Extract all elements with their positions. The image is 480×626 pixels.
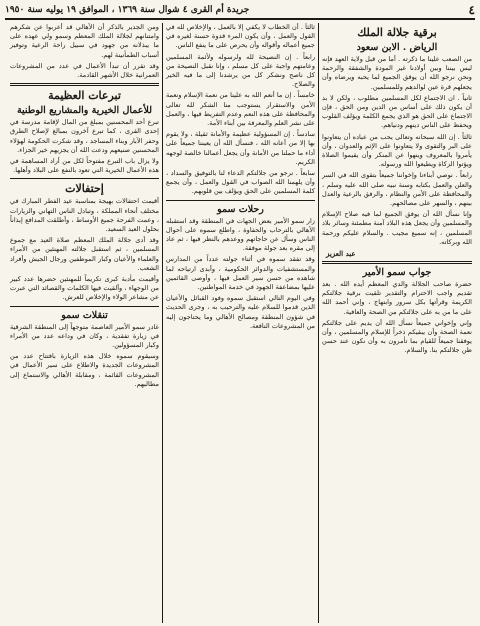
article-heading-trips: رحلات سمو: [217, 203, 264, 215]
column-left: [7, 23, 163, 623]
telegram-address: الرياض . الابن سعود: [356, 42, 438, 53]
paragraph: ولا يزال باب التبرع مفتوحاً لكل من أراد المساهمة في هذه الأعمال الخيرية التي تعود بالنفع على البلاد وأهلها.: [10, 157, 159, 175]
divider: [10, 306, 159, 307]
column-middle: [163, 23, 319, 623]
paragraph: حضرة صاحب الجلالة والدي المعظم أيده الله . بعد تقديم واجب الاحترام والتقدير تلقيت برقية جلالتكم الكريمة وقرأتها بكل سرور وابتهاج ، وإني أحمد الله على ما من به على جلالتكم من الصحة والعافية.: [322, 280, 472, 316]
paragraph: رابعاً . نوصي أبناءنا وإخواننا جميعاً بتقوى الله في السر والعلن والعمل بكتابه وسنة نبيه صلى الله عليه وسلم ، والمحافظة على الأمن والنظام ، والرفق بالرعية والعدل بينهم ، والسهر على مصالحهم.: [322, 171, 472, 208]
article-subheading-donations: للأعمال الخيرية والمشاريع الوطنية: [16, 105, 153, 117]
divider: [322, 261, 472, 264]
paragraph: زار سمو الأمير بعض الجهات في المنطقة وقد استقبله الأهالي بالترحاب والحفاوة ، واطلع سموه على أحوال الناس وسأل عن حاجاتهم ووعدهم بالنظر فيها ، ثم عاد إلى مقره بعد جولة موفقة.: [166, 216, 315, 253]
divider: [166, 200, 315, 201]
article-heading-donations: تبرعات العظيمة: [48, 89, 121, 103]
paragraph: ثانياً . ان الاجتماع لكل المسلمين مطلوب ، ولكن لا بد أن يكون ذلك على أساس من الدين ومن الحق ، فإن الاجتماع على الحق هو الذي يجمع الكلمة ويؤلف القلوب ويحفظ على الناس دينهم ودنياهم.: [322, 93, 472, 130]
article-heading-royal-telegram: برقية جلالة الملك: [357, 26, 437, 39]
dateline: جريدة أم القرى ٤ شوال سنة ١٣٦٩ ، الموافق ١٩ يوليه سنة ١٩٥٠: [5, 5, 250, 15]
paragraph: وأقيمت مأدبة كبرى تكريماً للمهنئين حضرها عدد كبير من الوجهاء ، وألقيت فيها الكلمات والقصائد التي عبرت عن مشاعر الولاء والإخلاص للعرش.: [10, 275, 159, 302]
paragraph: سادساً . إن المسؤولية عظيمة والأمانة ثقيلة ، ولا يقوم بها إلا من أعانه الله ، فنسأل الله أن يعيننا جميعاً على أداء ما حملنا من الأمانة وأن يجعل أعمالنا خالصة لوجهه الكريم.: [166, 130, 315, 166]
paragraph: ثالثاً . أن الخطاب لا يكفي إلا بالعمل ، والإخلاص لله في القول والعمل ، وأن يكون المرء قدوة حسنة لغيره في جميع أعماله وأقواله وأن يحرص على ما ينفع الناس.: [166, 23, 315, 50]
column-right: [319, 23, 475, 623]
paragraph: ومن الجدير بالذكر أن الأهالي قد أعربوا عن شكرهم وامتنانهم لجلالة الملك المعظم وسمو ولي عهده على ما يبذلانه من جهود في سبيل راحة الرعية وتوفير أسباب الطمأنينة لهم.: [10, 23, 159, 59]
page-number: ٤: [468, 3, 475, 17]
paragraph: وقد تفقد سموه في أثناء جولته عدداً من المدارس والمستشفيات والدوائر الحكومية ، وأبدى ارتياحه لما شاهده من حسن سير العمل فيها ، وأوصى القائمين عليها بمضاعفة الجهود في خدمة المواطنين.: [166, 255, 315, 292]
paragraph: رابعاً . إن النصيحة لله ولرسوله ولأئمة المسلمين وعامتهم واجبة على كل مسلم ، وإنا نقبل النصيحة من كل ناصح ونشكر كل من يرشدنا إلى ما فيه الخير والصلاح.: [166, 52, 315, 89]
paragraph: وقد تقرر أن تبدأ الأعمال في عدد من المشروعات العمرانية خلال الأشهر القادمة.: [10, 61, 159, 80]
signature: عبد العزيز: [326, 249, 356, 259]
paragraph: وفي اليوم التالي استقبل سموه وفود القبائل والأعيان الذين قدموا للسلام عليه والترحيب به ، وجرى الحديث في شؤون المنطقة ومصالح الأهالي وما يحتاجون إليه من المشروعات النافعة.: [166, 294, 315, 330]
columns: [5, 23, 475, 623]
paragraph: وقد أدى جلالة الملك المعظم صلاة العيد مع جموع المسلمين ، ثم استقبل جلالته المهنئين من الأمراء والعلماء والأعيان وكبار الموظفين ورجال الجيش وأفراد الشعب.: [10, 236, 159, 272]
article-heading-movements: تنقلات سمو: [61, 309, 108, 321]
article-heading-celebrations: إحتفالات: [65, 182, 104, 196]
masthead: [5, 2, 475, 20]
paragraph: سابعاً . نرجو من جلالتكم الدعاء لنا بالتوفيق والسداد ، وأن يلهمنا الله الصواب في القول والعمل ، وأن يجمع كلمة المسلمين على الحق ويؤلف بين قلوبهم.: [166, 169, 315, 196]
paragraph: وإني وإخواني جميعاً نسأل الله أن يديم على جلالتكم نعمة الصحة وأن يبقيكم ذخراً للإسلام والمسلمين ، وأن يوفقنا جميعاً للقيام بما تأمرون به وأن نكون عند حسن ظن جلالتكم بنا. والسلام.: [322, 318, 472, 355]
paragraph: غادر سمو الأمير العاصمة متوجهاً إلى المنطقة الشرقية في زيارة تفقدية ، وكان في وداعه عدد من الأمراء وكبار المسؤولين.: [10, 322, 159, 350]
paragraph: وسيقوم سموه خلال هذه الزيارة بافتتاح عدد من المشروعات الجديدة والاطلاع على سير الأعمال في المشروعات القائمة ، ومقابلة الأهالي والاستماع إلى مطالبهم.: [10, 352, 159, 388]
paragraph: وإنا نسأل الله أن يوفق الجميع لما فيه صلاح الإسلام والمسلمين وأن يجعل هذه البلاد آمنة مطمئنة وسائر بلاد المسلمين ، إنه سميع مجيب . والسلام عليكم ورحمة الله وبركاته.: [322, 210, 472, 246]
paragraph: خامساً . إن ما أنعم الله به علينا من نعمة الإسلام ونعمة الأمن والاستقرار يستوجب منا الشكر لله تعالى والمحافظة على هذه النعم وعدم التفريط فيها ، والعمل على نشر العلم والمعرفة بين أبناء الأمة.: [166, 91, 315, 128]
paragraph: ثالثاً . إن الله سبحانه وتعالى يحب من عباده أن يتعاونوا على البر والتقوى ولا يتعاونوا على الإثم والعدوان ، وأن يأمروا بالمعروف وينهوا عن المنكر وأن يقيموا الصلاة ويؤتوا الزكاة ويطيعوا الله ورسوله.: [322, 132, 472, 169]
divider: [10, 178, 159, 179]
paragraph: من الصعب علينا ما ذكرته . أما من قبل ولاية العهد فإنه ليس بيننا وبين أولادنا غير المودة والشفقة والرحمة ونحن نرجو الله أن يوفق الجميع لما يحبه ويرضاه وأن يجعلهم قرة عين لوالدهم وللمسلمين.: [322, 55, 472, 91]
paragraph: تبرع أحد المحسنين بمبلغ من المال لإقامة مدرسة في إحدى القرى ، كما تبرع آخرون بمبالغ لإصلاح الطرق وحفر الآبار وبناء المساجد ، وقد شكرت الحكومة لهؤلاء المحسنين صنيعهم ودعت الله أن يجزيهم خير الجزاء.: [10, 118, 159, 154]
paragraph: أقيمت احتفالات بهيجة بمناسبة عيد الفطر المبارك في مختلف أنحاء المملكة ، وتبادل الناس التهاني والزيارات ، وعمت الفرحة جميع الأوساط ، وأطلقت المدافع إيذاناً بحلول العيد السعيد.: [10, 197, 159, 234]
divider: [10, 83, 159, 86]
article-heading-prince-reply: جواب سمو الأمير: [362, 267, 432, 279]
